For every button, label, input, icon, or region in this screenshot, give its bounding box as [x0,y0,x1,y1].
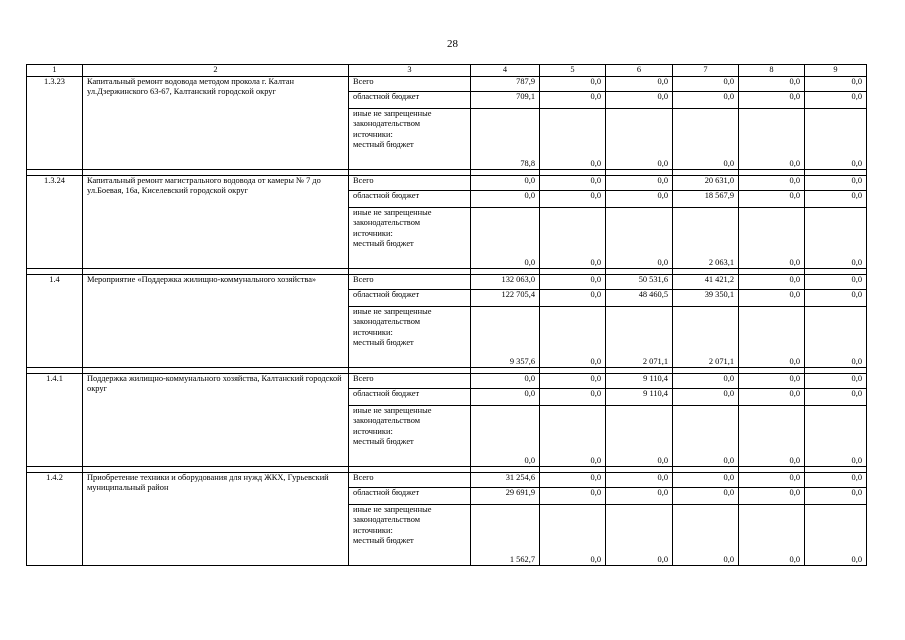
table-row-total [27,176,867,191]
value-cell: 0,0 [739,406,805,467]
column-header-1: 1 [27,65,83,77]
source-local-label: местный бюджет [353,239,414,249]
value-cell: 0,0 [540,374,606,389]
value-cell: 0,0 [805,208,867,269]
value-cell: 50 531,6 [606,275,673,290]
value-cell: 0,0 [673,77,739,92]
source-other-cell [349,307,471,368]
source-other-label: источники: [353,426,393,436]
value-cell: 9 357,6 [471,307,540,368]
value-cell: 0,0 [540,109,606,170]
value-cell: 9 110,4 [606,374,673,389]
row-code: 1.4.2 [27,473,83,566]
table-row-total [27,374,867,389]
value-cell: 0,0 [673,374,739,389]
source-local-label: местный бюджет [353,338,414,348]
column-header-6: 6 [606,65,673,77]
value-cell: 122 705,4 [471,290,540,307]
value-cell: 0,0 [673,488,739,505]
source-other-label: законодательством [353,119,421,129]
value-cell: 0,0 [606,109,673,170]
column-header-4: 4 [471,65,540,77]
value-cell: 0,0 [606,473,673,488]
row-name: Поддержка жилищно-коммунального хозяйства, Калтанский городской округ [83,374,349,467]
value-cell: 9 110,4 [606,389,673,406]
source-other-label: законодательством [353,515,421,525]
value-cell: 18 567,9 [673,191,739,208]
value-cell: 2 071,1 [606,307,673,368]
value-cell: 0,0 [606,176,673,191]
value-cell: 0,0 [673,389,739,406]
value-cell: 0,0 [739,208,805,269]
value-cell: 0,0 [805,488,867,505]
value-cell: 0,0 [739,191,805,208]
table-row-total [27,77,867,92]
source-local-label: местный бюджет [353,536,414,546]
row-name: Капитальный ремонт водовода методом прокола г. Калтан ул.Дзержинского 63-67, Калтанский городской округ [83,77,349,170]
value-cell: 0,0 [540,191,606,208]
value-cell: 0,0 [739,77,805,92]
value-cell: 39 350,1 [673,290,739,307]
source-other-label: иные не запрещенные [353,406,432,415]
value-cell: 0,0 [673,92,739,109]
value-cell: 1 562,7 [471,505,540,566]
source-other-label: законодательством [353,317,421,327]
value-cell: 0,0 [606,92,673,109]
source-regional-label: областной бюджет [349,290,471,307]
value-cell: 0,0 [471,374,540,389]
source-total-label: Всего [349,176,471,191]
value-cell: 0,0 [805,77,867,92]
source-other-label: законодательством [353,218,421,228]
value-cell: 0,0 [805,307,867,368]
row-code: 1.4 [27,275,83,368]
value-cell: 48 460,5 [606,290,673,307]
value-cell: 0,0 [606,77,673,92]
value-cell: 132 063,0 [471,275,540,290]
value-cell: 0,0 [540,290,606,307]
value-cell: 0,0 [540,473,606,488]
value-cell: 0,0 [805,176,867,191]
value-cell: 0,0 [540,275,606,290]
value-cell: 0,0 [540,208,606,269]
source-local-label: местный бюджет [353,140,414,150]
value-cell: 2 071,1 [673,307,739,368]
row-code: 1.3.23 [27,77,83,170]
source-other-label: иные не запрещенные [353,505,432,514]
source-other-label: законодательством [353,416,421,426]
column-header-8: 8 [739,65,805,77]
value-cell: 20 631,0 [673,176,739,191]
value-cell: 0,0 [673,109,739,170]
value-cell: 0,0 [739,176,805,191]
value-cell: 0,0 [739,488,805,505]
value-cell: 0,0 [606,208,673,269]
row-name: Мероприятие «Поддержка жилищно-коммунального хозяйства» [83,275,349,368]
source-other-label: источники: [353,327,393,337]
value-cell: 0,0 [673,505,739,566]
value-cell: 0,0 [540,307,606,368]
source-regional-label: областной бюджет [349,92,471,109]
source-regional-label: областной бюджет [349,191,471,208]
value-cell: 0,0 [606,505,673,566]
value-cell: 0,0 [739,307,805,368]
source-regional-label: областной бюджет [349,389,471,406]
source-other-label: иные не запрещенные [353,208,432,217]
value-cell: 0,0 [540,406,606,467]
value-cell: 0,0 [739,109,805,170]
column-header-3: 3 [349,65,471,77]
table-row-total [27,473,867,488]
column-header-5: 5 [540,65,606,77]
source-total-label: Всего [349,473,471,488]
value-cell: 0,0 [805,109,867,170]
value-cell: 0,0 [805,389,867,406]
source-total-label: Всего [349,374,471,389]
value-cell: 0,0 [805,191,867,208]
source-other-label: источники: [353,129,393,139]
value-cell: 0,0 [540,505,606,566]
page-number: 28 [447,38,458,50]
value-cell: 0,0 [540,488,606,505]
value-cell: 0,0 [739,275,805,290]
source-total-label: Всего [349,77,471,92]
value-cell: 0,0 [540,92,606,109]
column-header-7: 7 [673,65,739,77]
value-cell: 0,0 [805,473,867,488]
source-other-label: иные не запрещенные [353,109,432,118]
source-regional-label: областной бюджет [349,488,471,505]
budget-table [26,64,867,566]
row-code: 1.3.24 [27,176,83,269]
column-header-9: 9 [805,65,867,77]
value-cell: 0,0 [805,92,867,109]
value-cell: 0,0 [673,406,739,467]
row-name: Приобретение техники и оборудования для нужд ЖКХ, Гурьевский муниципальный район [83,473,349,566]
source-other-label: источники: [353,525,393,535]
value-cell: 0,0 [805,275,867,290]
source-local-label: местный бюджет [353,437,414,447]
source-other-cell [349,406,471,467]
source-other-cell [349,208,471,269]
value-cell: 0,0 [471,208,540,269]
column-header-2: 2 [83,65,349,77]
value-cell: 787,9 [471,77,540,92]
value-cell: 29 691,9 [471,488,540,505]
row-name: Капитальный ремонт магистрального водовода от камеры № 7 до ул.Боевая, 16а, Киселевский городской округ [83,176,349,269]
source-other-cell [349,109,471,170]
value-cell: 0,0 [471,176,540,191]
value-cell: 0,0 [471,191,540,208]
value-cell: 0,0 [739,505,805,566]
row-code: 1.4.1 [27,374,83,467]
value-cell: 0,0 [739,374,805,389]
value-cell: 0,0 [739,473,805,488]
value-cell: 0,0 [739,92,805,109]
value-cell: 31 254,6 [471,473,540,488]
value-cell: 709,1 [471,92,540,109]
value-cell: 0,0 [805,505,867,566]
value-cell: 0,0 [606,406,673,467]
value-cell: 0,0 [739,290,805,307]
value-cell: 0,0 [540,77,606,92]
value-cell: 0,0 [805,374,867,389]
table-row-total [27,275,867,290]
source-other-label: источники: [353,228,393,238]
value-cell: 2 063,1 [673,208,739,269]
value-cell: 0,0 [540,176,606,191]
source-other-cell [349,505,471,566]
value-cell: 0,0 [471,406,540,467]
value-cell: 0,0 [606,488,673,505]
value-cell: 0,0 [805,290,867,307]
source-total-label: Всего [349,275,471,290]
value-cell: 41 421,2 [673,275,739,290]
source-other-label: иные не запрещенные [353,307,432,316]
value-cell: 0,0 [805,406,867,467]
value-cell: 0,0 [673,473,739,488]
value-cell: 0,0 [739,389,805,406]
value-cell: 78,8 [471,109,540,170]
value-cell: 0,0 [471,389,540,406]
value-cell: 0,0 [540,389,606,406]
value-cell: 0,0 [606,191,673,208]
table-header-row [27,65,867,77]
